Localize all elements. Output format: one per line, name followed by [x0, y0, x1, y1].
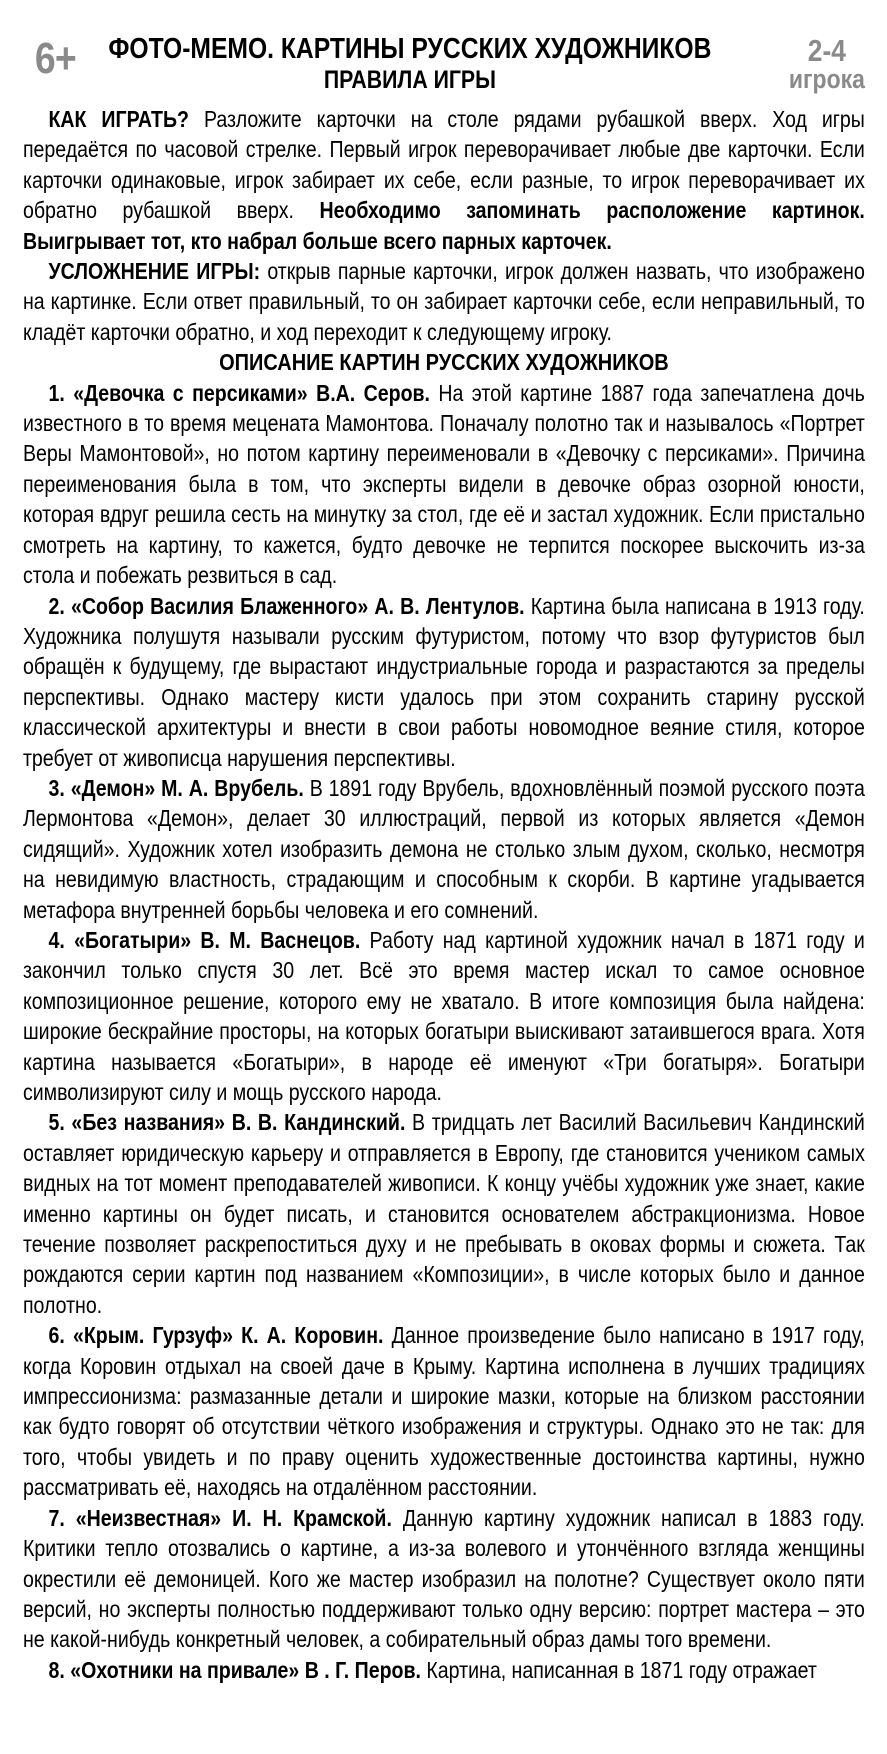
players-label: игрока	[788, 64, 865, 94]
painting-4-text: Работу над картиной художник начал в 1871 году и закончил только спустя 30 лет. Всё это время мастер искал то самое основное композиционное решение, которого ему не хватало. В итоге композиция была найдена: широкие бескрайние просторы, на которых богатыри выискивают затаившегося врага. Хотя картина называется «Богатыри», в народе её именуют «Три богатыря». Богатыри символизируют силу и мощь русского народа.	[22, 926, 865, 1105]
age-rating-badge: 6+	[34, 34, 76, 83]
advanced-rules-paragraph	[23, 256, 865, 347]
painting-8-title: 8. «Охотники на привале» В . Г. Перов.	[48, 1656, 421, 1683]
how-to-play-label: КАК ИГРАТЬ?	[48, 106, 190, 132]
painting-description-5	[23, 1107, 865, 1320]
painting-4-title: 4. «Богатыри» В. М. Васнецов.	[48, 926, 361, 953]
advanced-rules-label: УСЛОЖНЕНИЕ ИГРЫ:	[48, 258, 261, 285]
painting-description-2	[23, 591, 865, 773]
how-to-play-bold-tail: Необходимо запоминать расположение картинок. Выигрывает тот, кто набрал больше всего парных карточек.	[22, 197, 865, 254]
painting-description-7	[23, 1503, 865, 1655]
page-subtitle: ПРАВИЛА ИГРЫ	[323, 66, 496, 95]
players-count-badge	[789, 35, 865, 93]
painting-5-title: 5. «Без названия» В. В. Кандинский.	[48, 1109, 406, 1136]
painting-1-text: На этой картине 1887 года запечатлена дочь известного в то время мецената Мамонтова. Поначалу полотно так и называлось «Портрет Веры Мамонтовой», но потом картину переименовали в «Девочку с персиками». Причина переименования была в том, что эксперты видели в девочке образ озорной юности, которая вдруг решила сесть на минутку за стол, где её и застал художник. Если пристально смотреть на картину, то кажется, будто девочке не терпится поскорее выскочить из-за стола и побежать резвиться в сад.	[22, 379, 865, 589]
painting-description-6	[23, 1320, 865, 1502]
section-heading: ОПИСАНИЕ КАРТИН РУССКИХ ХУДОЖНИКОВ	[219, 349, 669, 376]
page-title: ФОТО-МЕМО. КАРТИНЫ РУССКИХ ХУДОЖНИКОВ	[108, 33, 712, 65]
painting-3-text: В 1891 году Врубель, вдохновлённый поэмой русского поэта Лермонтова «Демон», делает 30 иллюстраций, первой из которых является «Демон сидящий». Художник хотел изобразить демона не столько злым духом, сколько, несмотря на невидимую властность, страдающим и способным к скорби. В картине угадывается метафора внутренней борьбы человека и его сомнений.	[22, 774, 865, 923]
painting-7-title: 7. «Неизвестная» И. Н. Крамской.	[48, 1504, 392, 1531]
advanced-rules-text: открыв парные карточки, игрок должен назвать, что изображено на картинке. Если ответ правильный, то он забирает карточки себе, если неправильный, то кладёт карточки обратно, и ход переходит к следующему игроку.	[22, 258, 865, 345]
painting-6-title: 6. «Крым. Гурзуф» К. А. Коровин.	[48, 1322, 384, 1349]
painting-2-text: Картина была написана в 1913 году. Художника полушутя называли русским футуристом, потому что взор футуристов был обращён к будущему, где вырастают индустриальные города и разрастаются за пределы перспективы. Однако мастеру кисти удалось при этом сохранить старину русской классической архитектуры и внести в свои работы новомодное веяние стиля, которое требует от живописца нарушения перспективы.	[22, 592, 865, 771]
page-header	[23, 33, 865, 97]
title-block	[23, 33, 865, 96]
players-count: 2-4	[807, 33, 846, 68]
painting-description-1	[23, 378, 865, 591]
painting-description-4	[23, 925, 865, 1107]
painting-5-text: В тридцать лет Василий Васильевич Кандинский оставляет юридическую карьеру и отправляется в Европу, где становится учеником самых видных на тот момент преподавателей живописи. К концу учёбы художник уже знает, какие именно картины он будет писать, и становится основателем абстракционизма. Новое течение позволяет раскрепоститься духу и не пребывать в оковах формы и сюжета. Так рождаются серии картин под названием «Композиции», в числе которых было и данное полотно.	[22, 1109, 865, 1318]
painting-2-title: 2. «Собор Василия Блаженного» А. В. Лентулов.	[48, 592, 525, 619]
painting-description-8	[23, 1655, 865, 1685]
painting-description-3	[23, 773, 865, 925]
how-to-play-paragraph	[23, 104, 865, 256]
painting-6-text: Данное произведение было написано в 1917 году, когда Коровин отдыхал на своей даче в Крыму. Картина исполнена в лучших традициях импрессионизма: размазанные детали и широкие мазки, которые на близком расстоянии как будто говорят об отсутствии чёткого изображения и структуры. Однако это не так: для того, чтобы увидеть и по праву оценить художественные достоинства картины, нужно рассматривать её, находясь на отдалённом расстоянии.	[22, 1322, 865, 1501]
painting-1-title: 1. «Девочка с персиками» В.А. Серов.	[48, 379, 430, 406]
painting-7-text: Данную картину художник написал в 1883 году. Критики тепло отозвались о картине, а из-за волевого и утончённого взгляда женщины окрестили её демоницей. Кого же мастер изобразил на полотне? Существует около пяти версий, но эксперты полностью поддерживают только одну версию: портрет мастера – это не какой-нибудь конкретный человек, а собирательный образ дамы того времени.	[22, 1504, 865, 1653]
how-to-play-text: Разложите карточки на столе рядами рубашкой вверх. Ход игры передаётся по часовой стрелке. Первый игрок переворачивает любые две карточки. Если карточки одинаковые, игрок забирает их себе, если разные, то игрок переворачивает их обратно рубашкой вверх.	[22, 106, 865, 224]
painting-3-title: 3. «Демон» М. А. Врубель.	[48, 774, 304, 801]
painting-8-text: Картина, написанная в 1871 году отражает	[420, 1656, 817, 1683]
